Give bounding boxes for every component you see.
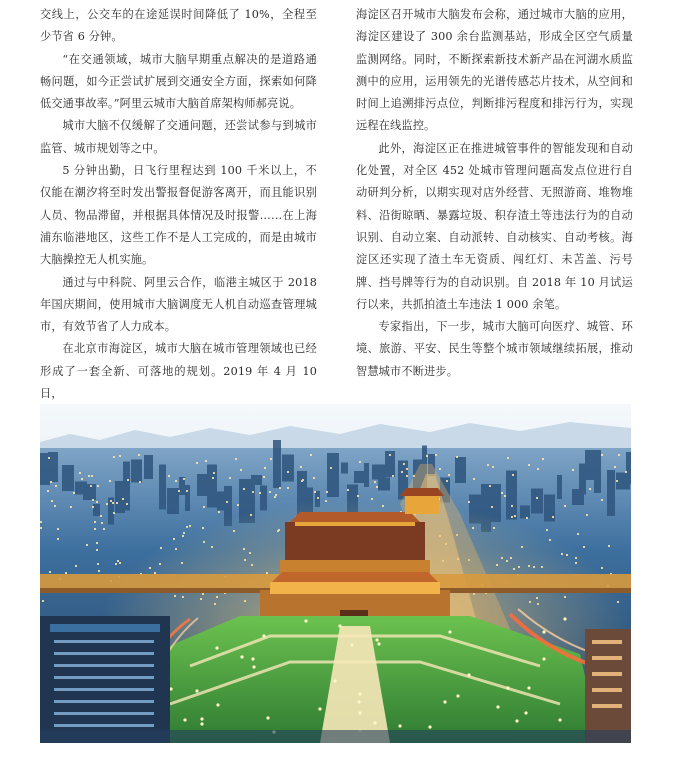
- article-column-left: [40, 4, 317, 405]
- paragraph: 专家指出，下一步，城市大脑可向医疗、城管、环境、旅游、平安、民生等整个城市领域继续拓展，推动智慧城市不断进步。: [356, 320, 633, 378]
- paragraph: 海淀区召开城市大脑发布会称，通过城市大脑的应用，海淀区建设了 300 余台监测基站，形成全区空气质量监测网络。同时，不断探索新技术新产品在河湖水质监测中的应用，运用领先的光谱传感芯片技术，从空间和时间上追溯排污点位，判断排污程度和排污行为，实现远程在线监控。: [356, 8, 633, 133]
- article-column-right: [356, 4, 633, 383]
- paragraph: 5 分钟出勤，日飞行里程达到 100 千米以上，不仅能在潮汐将至时发出警报督促游客离开，而且能识别人员、物品滞留，并根据具体情况及时报警……在上海浦东临港地区，这些工作不是人工完成的，而是由城市大脑操控无人机实施。: [40, 164, 317, 267]
- city-night-aerial-photo: [40, 404, 631, 743]
- paragraph: 交线上，公交车的在途延误时间降低了 10%，全程至少节省 6 分钟。: [40, 8, 317, 44]
- paragraph: 此外，海淀区正在推进城管事件的智能发现和自动化处置，对全区 452 处城市管理问题高发点位进行自动研判分析，以期实现对店外经营、无照游商、堆物堆料、沿街晾晒、暴露垃圾、积存渣土等违法行为的自动识别、自动立案、自动派转、自动核实、自动考核。海淀区还实现了渣土车无资质、闯红灯、未苫盖、污号牌、挡号牌等行为的自动识别。自 2018 年 10 月试运行以来，共抓拍渣土车违法 1 000 余笔。: [356, 141, 633, 311]
- paragraph: 通过与中科院、阿里云合作，临港主城区于 2018 年国庆期间，使用城市大脑调度无人机自动巡查管理城市，有效节省了人力成本。: [40, 275, 317, 334]
- paragraph: 在北京市海淀区，城市大脑在城市管理领域也已经形成了一套全新、可落地的规划。2019 年 4 月 10 日，: [40, 342, 317, 401]
- paragraph: “在交通领域，城市大脑早期重点解决的是道路通畅问题，如今正尝试扩展到交通安全方面，探索如何降低交通事故率。”阿里云城市大脑首席架构师郝亮说。: [40, 52, 317, 111]
- paragraph: 城市大脑不仅缓解了交通问题，还尝试参与到城市监管、城市规划等之中。: [40, 119, 317, 155]
